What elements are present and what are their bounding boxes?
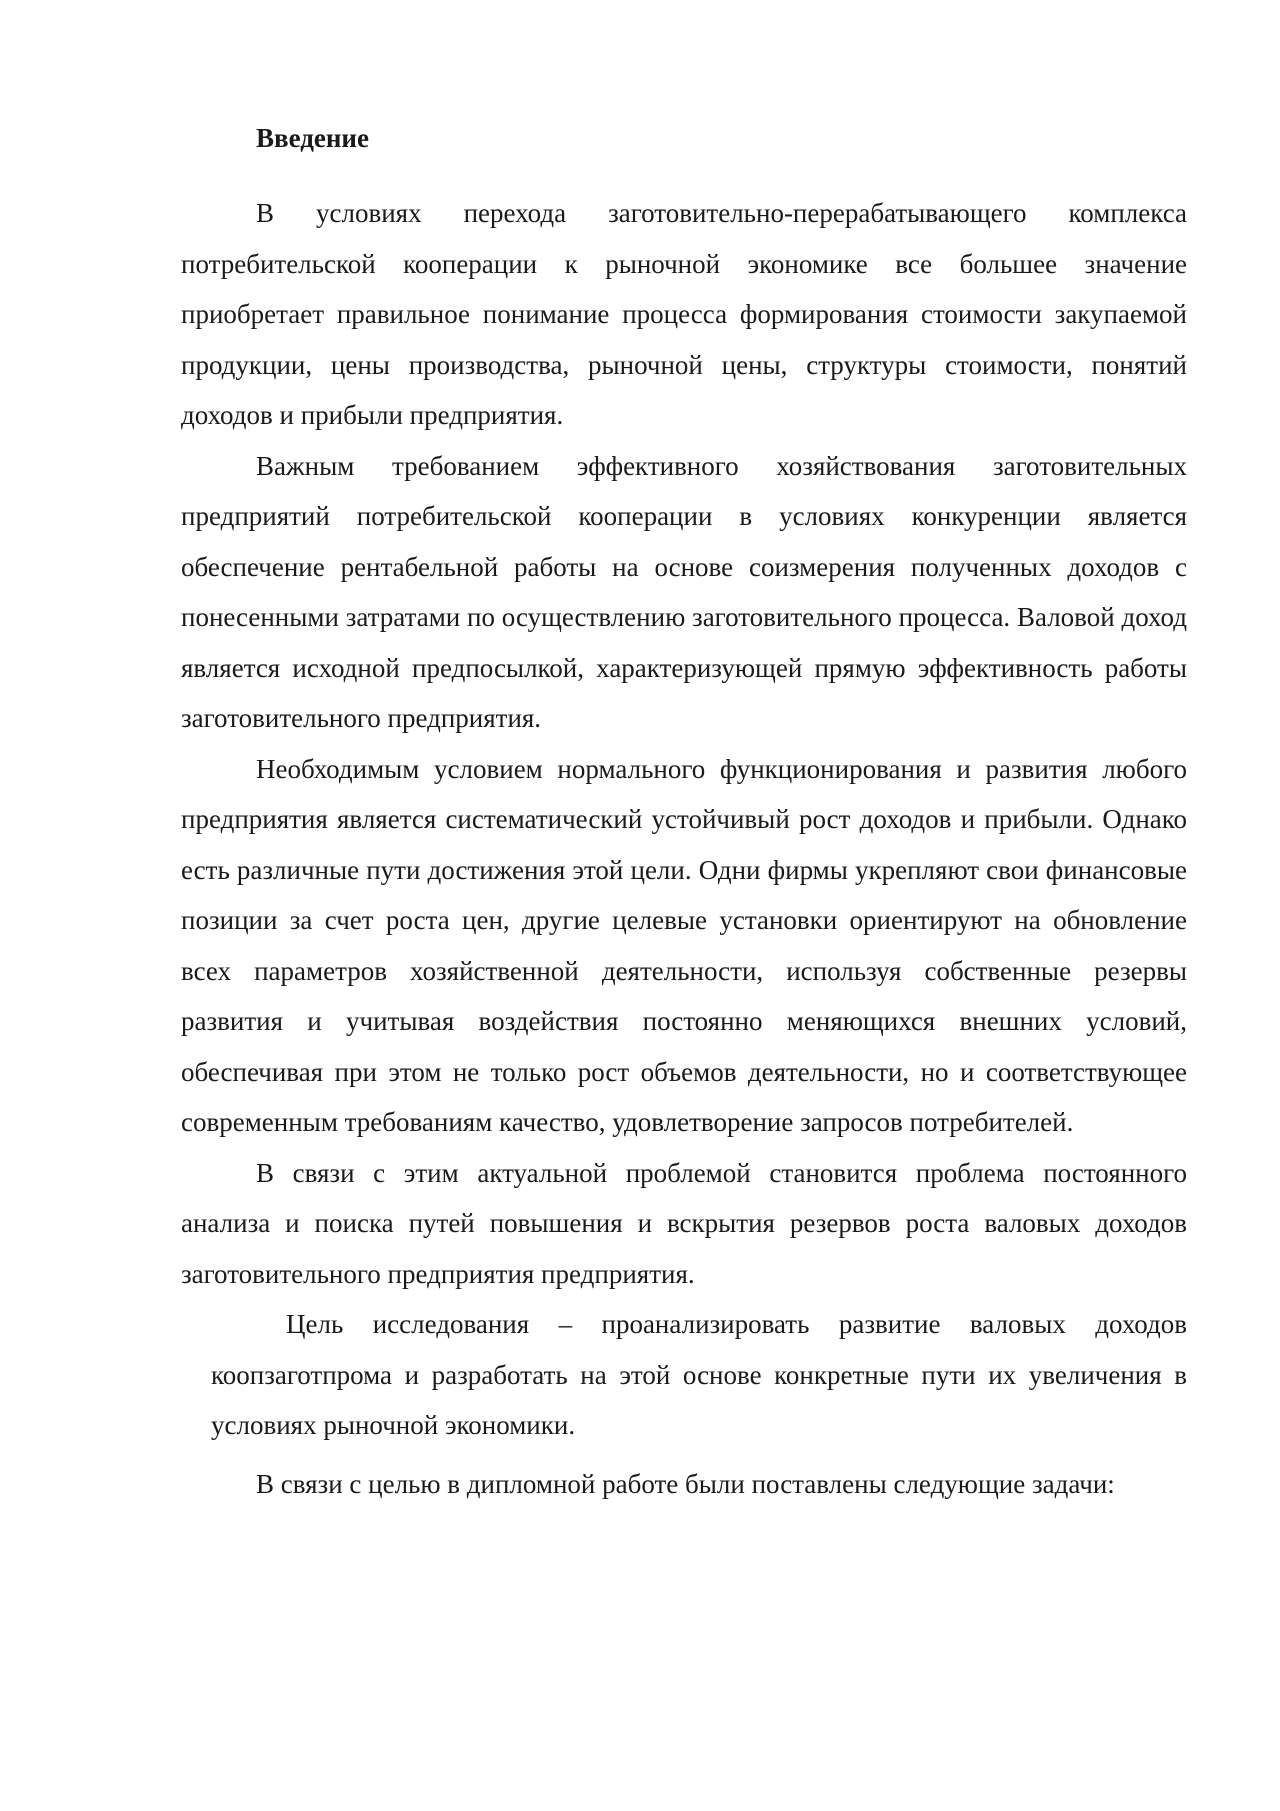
paragraph-context: В условиях перехода заготовительно-перерабатывающего комплекса потребительской кооперации к рыночной экономике все большее значение приобретает правильное понимание процесса формирования стоимости закупаемой продукции, цены производства, рыночной цены, структуры стоимости, понятий доходов и прибыли предприятия. (181, 198, 1187, 430)
paragraph-research-goal: Цель исследования – проанализировать развитие валовых доходов коопзаготпрома и разработать на этой основе конкретные пути их увеличения в условиях рыночной экономики. (211, 1309, 1187, 1440)
paragraph-growth-condition: Необходимым условием нормального функционирования и развития любого предприятия является систематический устойчивый рост доходов и прибыли. Однако есть различные пути достижения этой цели. Одни фирмы укрепляют свои финансовые позиции за счет роста цен, другие целевые установки ориентируют на обновление всех параметров хозяйственной деятельности, используя собственные резервы развития и учитывая воздействия постоянно меняющихся внешних условий, обеспечивая при этом не только рост объемов деятельности, но и соответствующее современным требованиям качество, удовлетворение запросов потребителей. (181, 753, 1187, 1137)
paragraph-requirement: Важным требованием эффективного хозяйствования заготовительных предприятий потребительской кооперации в условиях конкуренции является обеспечение рентабельной работы на основе соизмерения полученных доходов с понесенными затратами по осуществлению заготовительного процесса. Валовой доход является исходной предпосылкой, характеризующей прямую эффективность работы заготовительного предприятия. (181, 450, 1187, 733)
paragraph-relevance: В связи с этим актуальной проблемой становится проблема постоянного анализа и поиска путей повышения и вскрытия резервов роста валовых доходов заготовительного предприятия предприятия. (181, 1157, 1187, 1289)
section-heading: Введение (256, 123, 369, 153)
paragraph-tasks-intro: В связи с целью в дипломной работе были поставлены следующие задачи: (256, 1468, 1115, 1499)
document-body (181, 118, 1187, 1509)
